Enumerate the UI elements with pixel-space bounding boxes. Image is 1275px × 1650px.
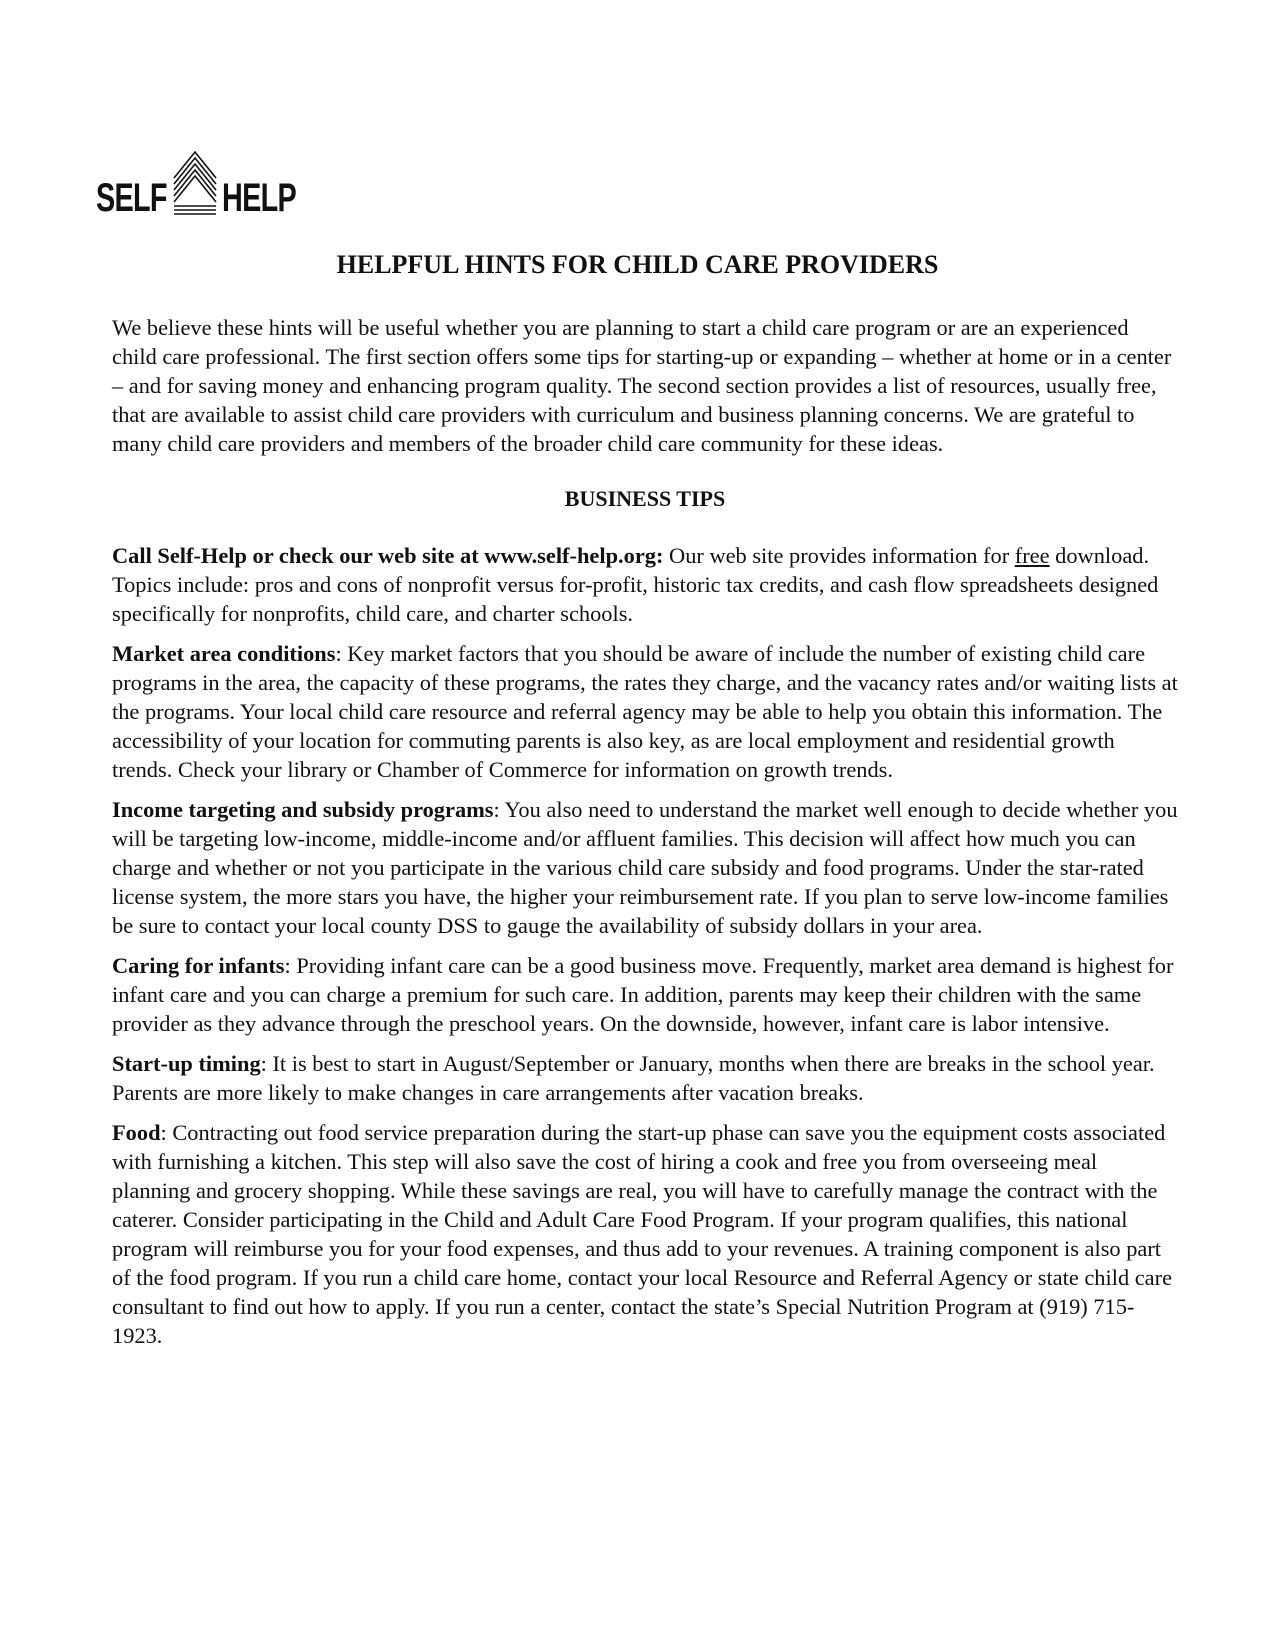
tip-text: : You also need to understand the market well enough to decide whether you will be targeting low-income, middle-income and/or affluent families. This decision will affect how much you can charge and whether or not you participate in the various child care subsidy and food programs. Under the star-rated license system, the more stars you have, the higher your reimbursement rate. If you plan to serve low-income families be sure to contact your local county DSS to gauge the availability of subsidy dollars in your area. xyxy=(112,797,1178,938)
tip-market-area xyxy=(112,639,1178,784)
tip-text: : Key market factors that you should be aware of include the number of existing child care programs in the area, the capacity of these programs, the rates they charge, and the vacancy rates and/or waiting lists at the programs. Your local child care resource and referral agency may be able to help you obtain this information. The accessibility of your location for commuting parents is also key, as are local employment and residential growth trends. Check your library or Chamber of Commerce for information on growth trends. xyxy=(112,641,1178,782)
logo-word-self: SELF xyxy=(96,176,167,220)
tip-text: download. Topics include: pros and cons of nonprofit versus for-profit, historic tax credits, and cash flow spreadsheets designed specifically for nonprofits, child care, and charter schools. xyxy=(112,543,1159,626)
document-body xyxy=(112,313,1178,1361)
tip-text: : Contracting out food service preparation during the start-up phase can save you the equipment costs associated with furnishing a kitchen. This step will also save the cost of hiring a cook and free you from overseeing meal planning and grocery shopping. While these savings are real, you will have to carefully manage the contract with the caterer. Consider participating in the Child and Adult Care Food Program. If your program qualifies, this national program will reimburse you for your food expenses, and thus add to your revenues. A training component is also part of the food program. If you run a child care home, contact your local Resource and Referral Agency or state child care consultant to find out how to apply. If you run a center, contact the state’s Special Nutrition Program at (919) 715-1923. xyxy=(112,1120,1173,1348)
tip-lead: Food xyxy=(112,1120,161,1145)
logo-word-help: HELP xyxy=(222,176,297,220)
tip-text: : It is best to start in August/September or January, months when there are breaks in the school year. Parents are more likely to make changes in care arrangements after vacation breaks. xyxy=(112,1051,1155,1105)
tip-text: Our web site provides information for xyxy=(663,543,1015,568)
tip-lead: Start-up timing xyxy=(112,1051,261,1076)
tip-food xyxy=(112,1118,1178,1350)
underlined-word: free xyxy=(1014,543,1050,568)
tip-lead: Caring for infants xyxy=(112,953,285,978)
tip-self-help-website xyxy=(112,541,1178,628)
intro-paragraph: We believe these hints will be useful whether you are planning to start a child care program or are an experienced child care professional. The first section offers some tips for starting-up or expanding – whether at home or in a center – and for saving money and enhancing program quality. The second section provides a list of resources, usually free, that are available to assist child care providers with curriculum and business planning concerns. We are grateful to many child care providers and members of the broader child care community for these ideas. xyxy=(112,315,1172,456)
section-heading: BUSINESS TIPS xyxy=(564,486,726,511)
document-title: HELPFUL HINTS FOR CHILD CARE PROVIDERS xyxy=(336,250,939,279)
tip-start-up-timing xyxy=(112,1049,1178,1107)
house-roof-lines-icon xyxy=(172,148,218,218)
tip-text: : Providing infant care can be a good business move. Frequently, market area demand is highest for infant care and you can charge a premium for such care. In addition, parents may keep their children with the same provider as they advance through the preschool years. On the downside, however, infant care is labor intensive. xyxy=(112,953,1174,1036)
tip-income-targeting xyxy=(112,795,1178,940)
tip-caring-for-infants xyxy=(112,951,1178,1038)
tip-lead: Market area conditions xyxy=(112,641,336,666)
self-help-logo xyxy=(96,148,325,218)
tip-lead: Call Self-Help or check our web site at www.self-help.org: xyxy=(112,543,664,568)
tip-lead: Income targeting and subsidy programs xyxy=(112,797,494,822)
